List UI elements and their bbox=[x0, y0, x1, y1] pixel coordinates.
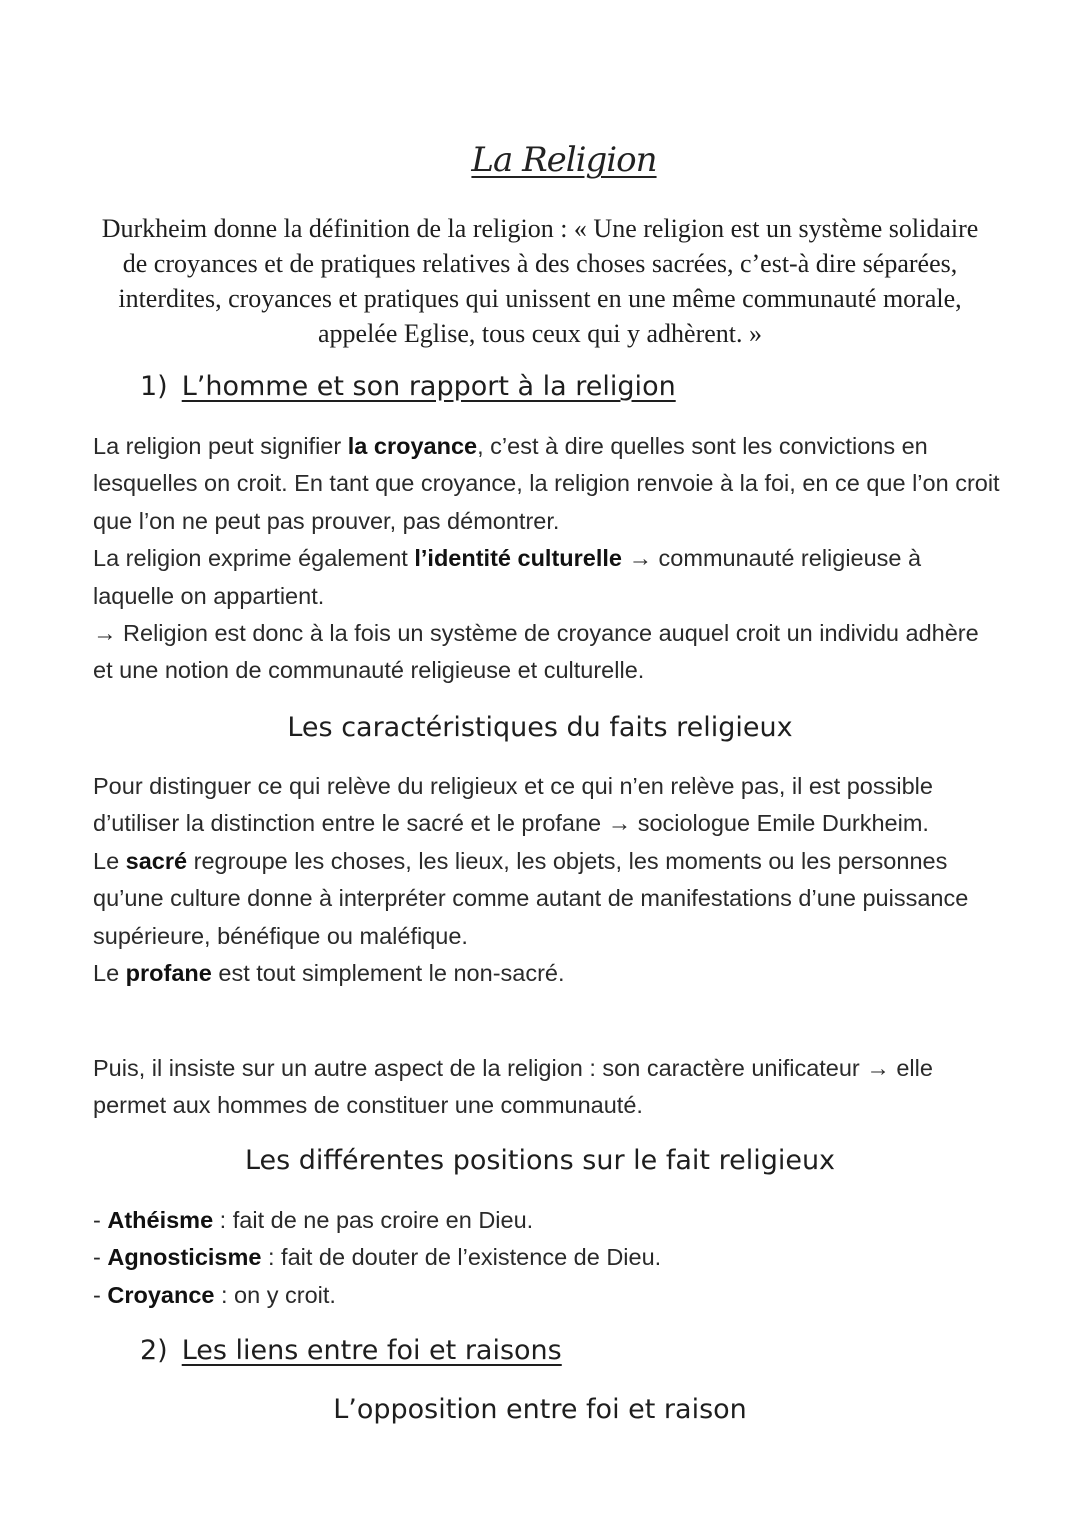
text: est tout simplement le non-sacré. bbox=[211, 960, 565, 987]
section-title: Les liens entre foi et raisons bbox=[181, 1335, 562, 1366]
bullet: - bbox=[93, 1281, 108, 1308]
bullet: - bbox=[93, 1207, 108, 1233]
durkheim-quote: Durkheim donne la définition de la religion : « Une religion est un système solidaire de croyances et de pratiques relatives à des choses sacrées, c’est-à dire séparées, interdites, croyances et pratiques qui unissent en une même communauté morale, appelée Eglise, tous ceux qui y adhèrent. » bbox=[101, 214, 979, 348]
bold-term: l’identité culturelle bbox=[414, 545, 622, 572]
paragraph-block-2 bbox=[93, 768, 1003, 992]
bold-term: profane bbox=[125, 960, 212, 987]
paragraph-block-3 bbox=[93, 1050, 1003, 1125]
paragraph-conclusion: → Religion est donc à la fois un système de croyance auquel croit un individu adhère et une notion de communauté religieuse et culturelle. bbox=[93, 620, 979, 684]
section-heading-2 bbox=[140, 1335, 562, 1366]
paragraph-identite bbox=[93, 540, 1003, 615]
subheading-caracteristiques: Les caractéristiques du faits religieux bbox=[287, 712, 793, 743]
subheading-positions: Les différentes positions sur le fait religieux bbox=[244, 1145, 836, 1176]
text: regroupe les choses, les lieux, les objets, les moments ou les personnes qu’une culture donne à interpréter comme autant de manifestations d’une puissance supérieure, bénéfique ou maléfique. bbox=[93, 847, 969, 949]
text: → communauté religieuse à laquelle on appartient. bbox=[93, 545, 922, 609]
bold-term: sacré bbox=[125, 847, 188, 874]
bold-term: la croyance bbox=[347, 433, 478, 459]
list-item bbox=[93, 1239, 1003, 1276]
paragraph-distinction: Pour distinguer ce qui relève du religieux et ce qui n’en relève pas, il est possible d’utiliser la distinction entre le sacré et le profane → sociologue Emile Durkheim. bbox=[93, 773, 933, 837]
paragraph-unificateur: Puis, il insiste sur un autre aspect de la religion : son caractère unificateur → elle permet aux hommes de constituer une communauté. bbox=[93, 1055, 933, 1119]
paragraph-block-1 bbox=[93, 428, 1003, 690]
section-heading-1 bbox=[140, 371, 676, 402]
section-number: 1) bbox=[140, 371, 168, 402]
text: : fait de ne pas croire en Dieu. bbox=[213, 1207, 534, 1233]
text: Le bbox=[93, 960, 126, 987]
bold-term: Croyance bbox=[107, 1281, 215, 1308]
bold-term: Agnosticisme bbox=[107, 1244, 262, 1271]
text: La religion peut signifier bbox=[93, 433, 348, 459]
bold-term: Athéisme bbox=[107, 1207, 214, 1233]
list-item bbox=[93, 1277, 1003, 1314]
page-title: La Religion bbox=[471, 140, 657, 180]
text: : on y croit. bbox=[214, 1281, 336, 1308]
text: : fait de douter de l’existence de Dieu. bbox=[261, 1244, 662, 1271]
text: , c’est à dire quelles sont les convictions en lesquelles on croit. En tant que croyance, la religion renvoie à la foi, en ce que l’on croit que l’on ne peut pas prouver, pas démontrer. bbox=[93, 433, 1000, 534]
list-item bbox=[93, 1202, 1003, 1239]
paragraph-profane bbox=[93, 955, 1003, 992]
text: La religion exprime également bbox=[93, 545, 415, 572]
subheading-opposition: L’opposition entre foi et raison bbox=[333, 1394, 747, 1425]
section-title: L’homme et son rapport à la religion bbox=[181, 371, 676, 402]
paragraph-sacre bbox=[93, 843, 1003, 955]
paragraph-croyance bbox=[93, 428, 1003, 540]
text: Le bbox=[93, 847, 126, 874]
positions-list bbox=[93, 1202, 1003, 1314]
bullet: - bbox=[93, 1244, 108, 1271]
section-number: 2) bbox=[140, 1335, 168, 1366]
